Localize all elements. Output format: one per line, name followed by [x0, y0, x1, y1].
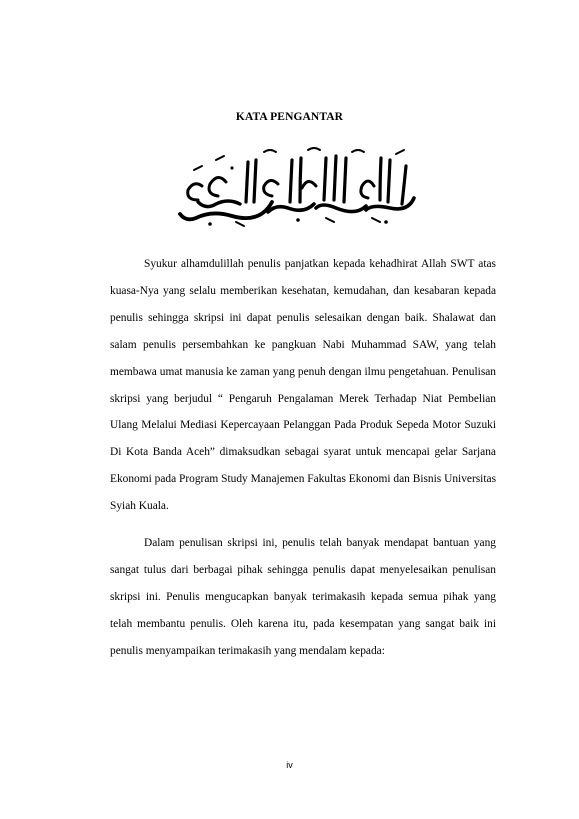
paragraph-2-text: Dalam penulisan skripsi ini, penulis telah banyak mendapat bantuan yang sangat tulus dari berbagai pihak sehingga penulis dapat menyelesaikan penulisan skripsi ini. Penulis mengucapkan banyak terimakasih kepada semua pihak yang telah membantu penulis. Oleh karena itu, pada kesempatan yang sangat baik ini penulis menyampaikan terimakasih yang mendalam kepada: — [110, 537, 496, 657]
page-number: iv — [286, 760, 293, 770]
basmala-calligraphy-icon — [176, 146, 416, 228]
paragraph-1 — [110, 251, 496, 520]
paragraph-1-text: Syukur alhamdulillah penulis panjatkan kepada kehadhirat Allah SWT atas kuasa-Nya yang selalu memberikan kesehatan, kemudahan, dan kesabaran kepada penulis sehingga skripsi ini dapat penulis selesaikan dengan baik. Shalawat dan salam penulis persembahkan ke pangkuan Nabi Muhammad SAW, yang telah membawa umat manusia ke zaman yang penuh dengan ilmu pengetahuan. Penulisan skripsi yang berjudul “ Pengaruh Pengalaman Merek Terhadap Niat Pembelian Ulang Melalui Mediasi Kepercayaan Pelanggan Pada Produk Sepeda Motor Suzuki Di Kota Banda Aceh” dimaksudkan sebagai syarat untuk mencapai gelar Sarjana Ekonomi pada Program Study Manajemen Fakultas Ekonomi dan Bisnis Universitas Syiah Kuala. — [110, 258, 496, 513]
page-title: KATA PENGANTAR — [235, 111, 344, 123]
paragraph-2 — [110, 530, 496, 665]
